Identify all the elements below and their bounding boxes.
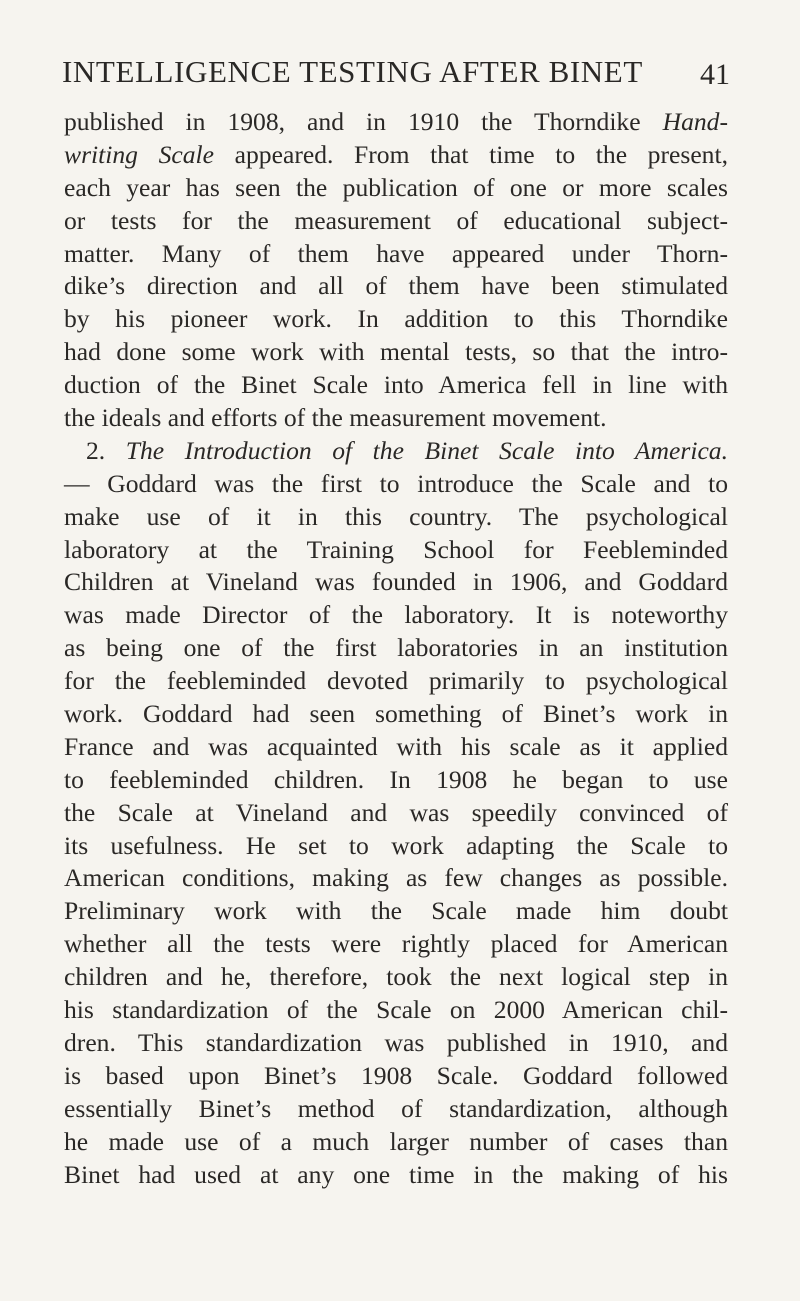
text-segment: the ideals and efforts of the measurement movement. [64, 403, 607, 433]
page-number: 41 [700, 58, 730, 91]
text-line [64, 599, 728, 632]
text-segment: Binet had used at any one time in the making of his [64, 1159, 728, 1189]
text-segment: essentially Binet’s method of standardization, although [64, 1093, 728, 1123]
text-line [64, 238, 728, 271]
text-line [64, 1060, 728, 1093]
text-line [64, 632, 728, 665]
text-line [64, 468, 728, 501]
text-segment: as being one of the first laboratories in an institution [64, 633, 728, 663]
text-segment: each year has seen the publication of one or more scales [64, 172, 728, 202]
text-segment: France and was acquainted with his scale as it applied [64, 731, 728, 761]
text-segment: he made use of a much larger number of cases than [64, 1126, 728, 1156]
text-line [64, 566, 728, 599]
italic-text: Hand- [662, 107, 728, 136]
text-line [64, 961, 728, 994]
text-segment: was made Director of the laboratory. It is noteworthy [64, 600, 728, 630]
text-line [64, 270, 728, 303]
text-segment: appeared. From that time to the present, [214, 139, 728, 169]
text-segment: duction of the Binet Scale into America fell in line with [64, 370, 728, 400]
text-segment: for the feebleminded devoted primarily to psychological [64, 666, 728, 696]
italic-text: The Introduction of the Binet Scale into America. [125, 435, 728, 465]
text-segment: — Goddard was the first to introduce the Scale and to [64, 468, 728, 498]
text-segment: Children at Vineland was founded in 1906, and Goddard [64, 567, 728, 597]
text-segment: dren. This standardization was published in 1910, and [64, 1027, 728, 1057]
text-segment: its usefulness. He set to work adapting the Scale to [64, 830, 728, 860]
text-segment: by his pioneer work. In addition to this Thorndike [64, 304, 728, 334]
text-segment: laboratory at the Training School for Feebleminded [64, 534, 728, 564]
text-line [64, 435, 728, 468]
italic-text: writing Scale [64, 139, 215, 169]
page-header [62, 54, 730, 100]
text-line [64, 797, 728, 830]
text-segment: the Scale at Vineland and was speedily convinced of [64, 797, 728, 827]
text-line [64, 303, 728, 336]
body-text [64, 106, 728, 1191]
running-title: INTELLIGENCE TESTING AFTER BINET [62, 54, 643, 89]
text-segment: whether all the tests were rightly placed for American [64, 929, 728, 959]
text-line [64, 1027, 728, 1060]
text-segment: children and he, therefore, took the next logical step in [64, 962, 728, 992]
text-line [64, 698, 728, 731]
text-segment: or tests for the measurement of educational subject- [64, 205, 728, 235]
text-segment: his standardization of the Scale on 2000 American chil- [64, 995, 728, 1025]
text-segment: Preliminary work with the Scale made him doubt [64, 896, 728, 926]
text-segment: had done some work with mental tests, so that the intro- [64, 337, 728, 367]
text-line [64, 369, 728, 402]
text-line [64, 830, 728, 863]
text-line [64, 139, 728, 172]
text-line [64, 534, 728, 567]
text-line [64, 205, 728, 238]
text-line [64, 501, 728, 534]
text-line [64, 862, 728, 895]
text-line [64, 336, 728, 369]
text-segment: is based upon Binet’s 1908 Scale. Goddard followed [64, 1060, 728, 1090]
text-line [64, 1159, 728, 1192]
text-line [64, 895, 728, 928]
text-line [64, 731, 728, 764]
text-segment: work. Goddard had seen something of Binet’s work in [64, 699, 728, 729]
text-segment: to feebleminded children. In 1908 he began to use [64, 764, 728, 794]
text-segment: 2. [86, 435, 126, 465]
text-line [64, 764, 728, 797]
text-segment: dike’s direction and all of them have been stimulated [64, 271, 728, 301]
text-line [64, 994, 728, 1027]
text-line [64, 928, 728, 961]
text-line [64, 665, 728, 698]
text-line [64, 1093, 728, 1126]
text-segment: published in 1908, and in 1910 the Thorndike [64, 107, 663, 136]
text-line [64, 1126, 728, 1159]
text-segment: matter. Many of them have appeared under Thorn- [64, 238, 728, 268]
text-line [64, 402, 728, 435]
text-line [64, 106, 728, 139]
text-segment: make use of it in this country. The psychological [64, 501, 728, 531]
text-line [64, 172, 728, 205]
text-segment: American conditions, making as few changes as possible. [64, 863, 728, 893]
